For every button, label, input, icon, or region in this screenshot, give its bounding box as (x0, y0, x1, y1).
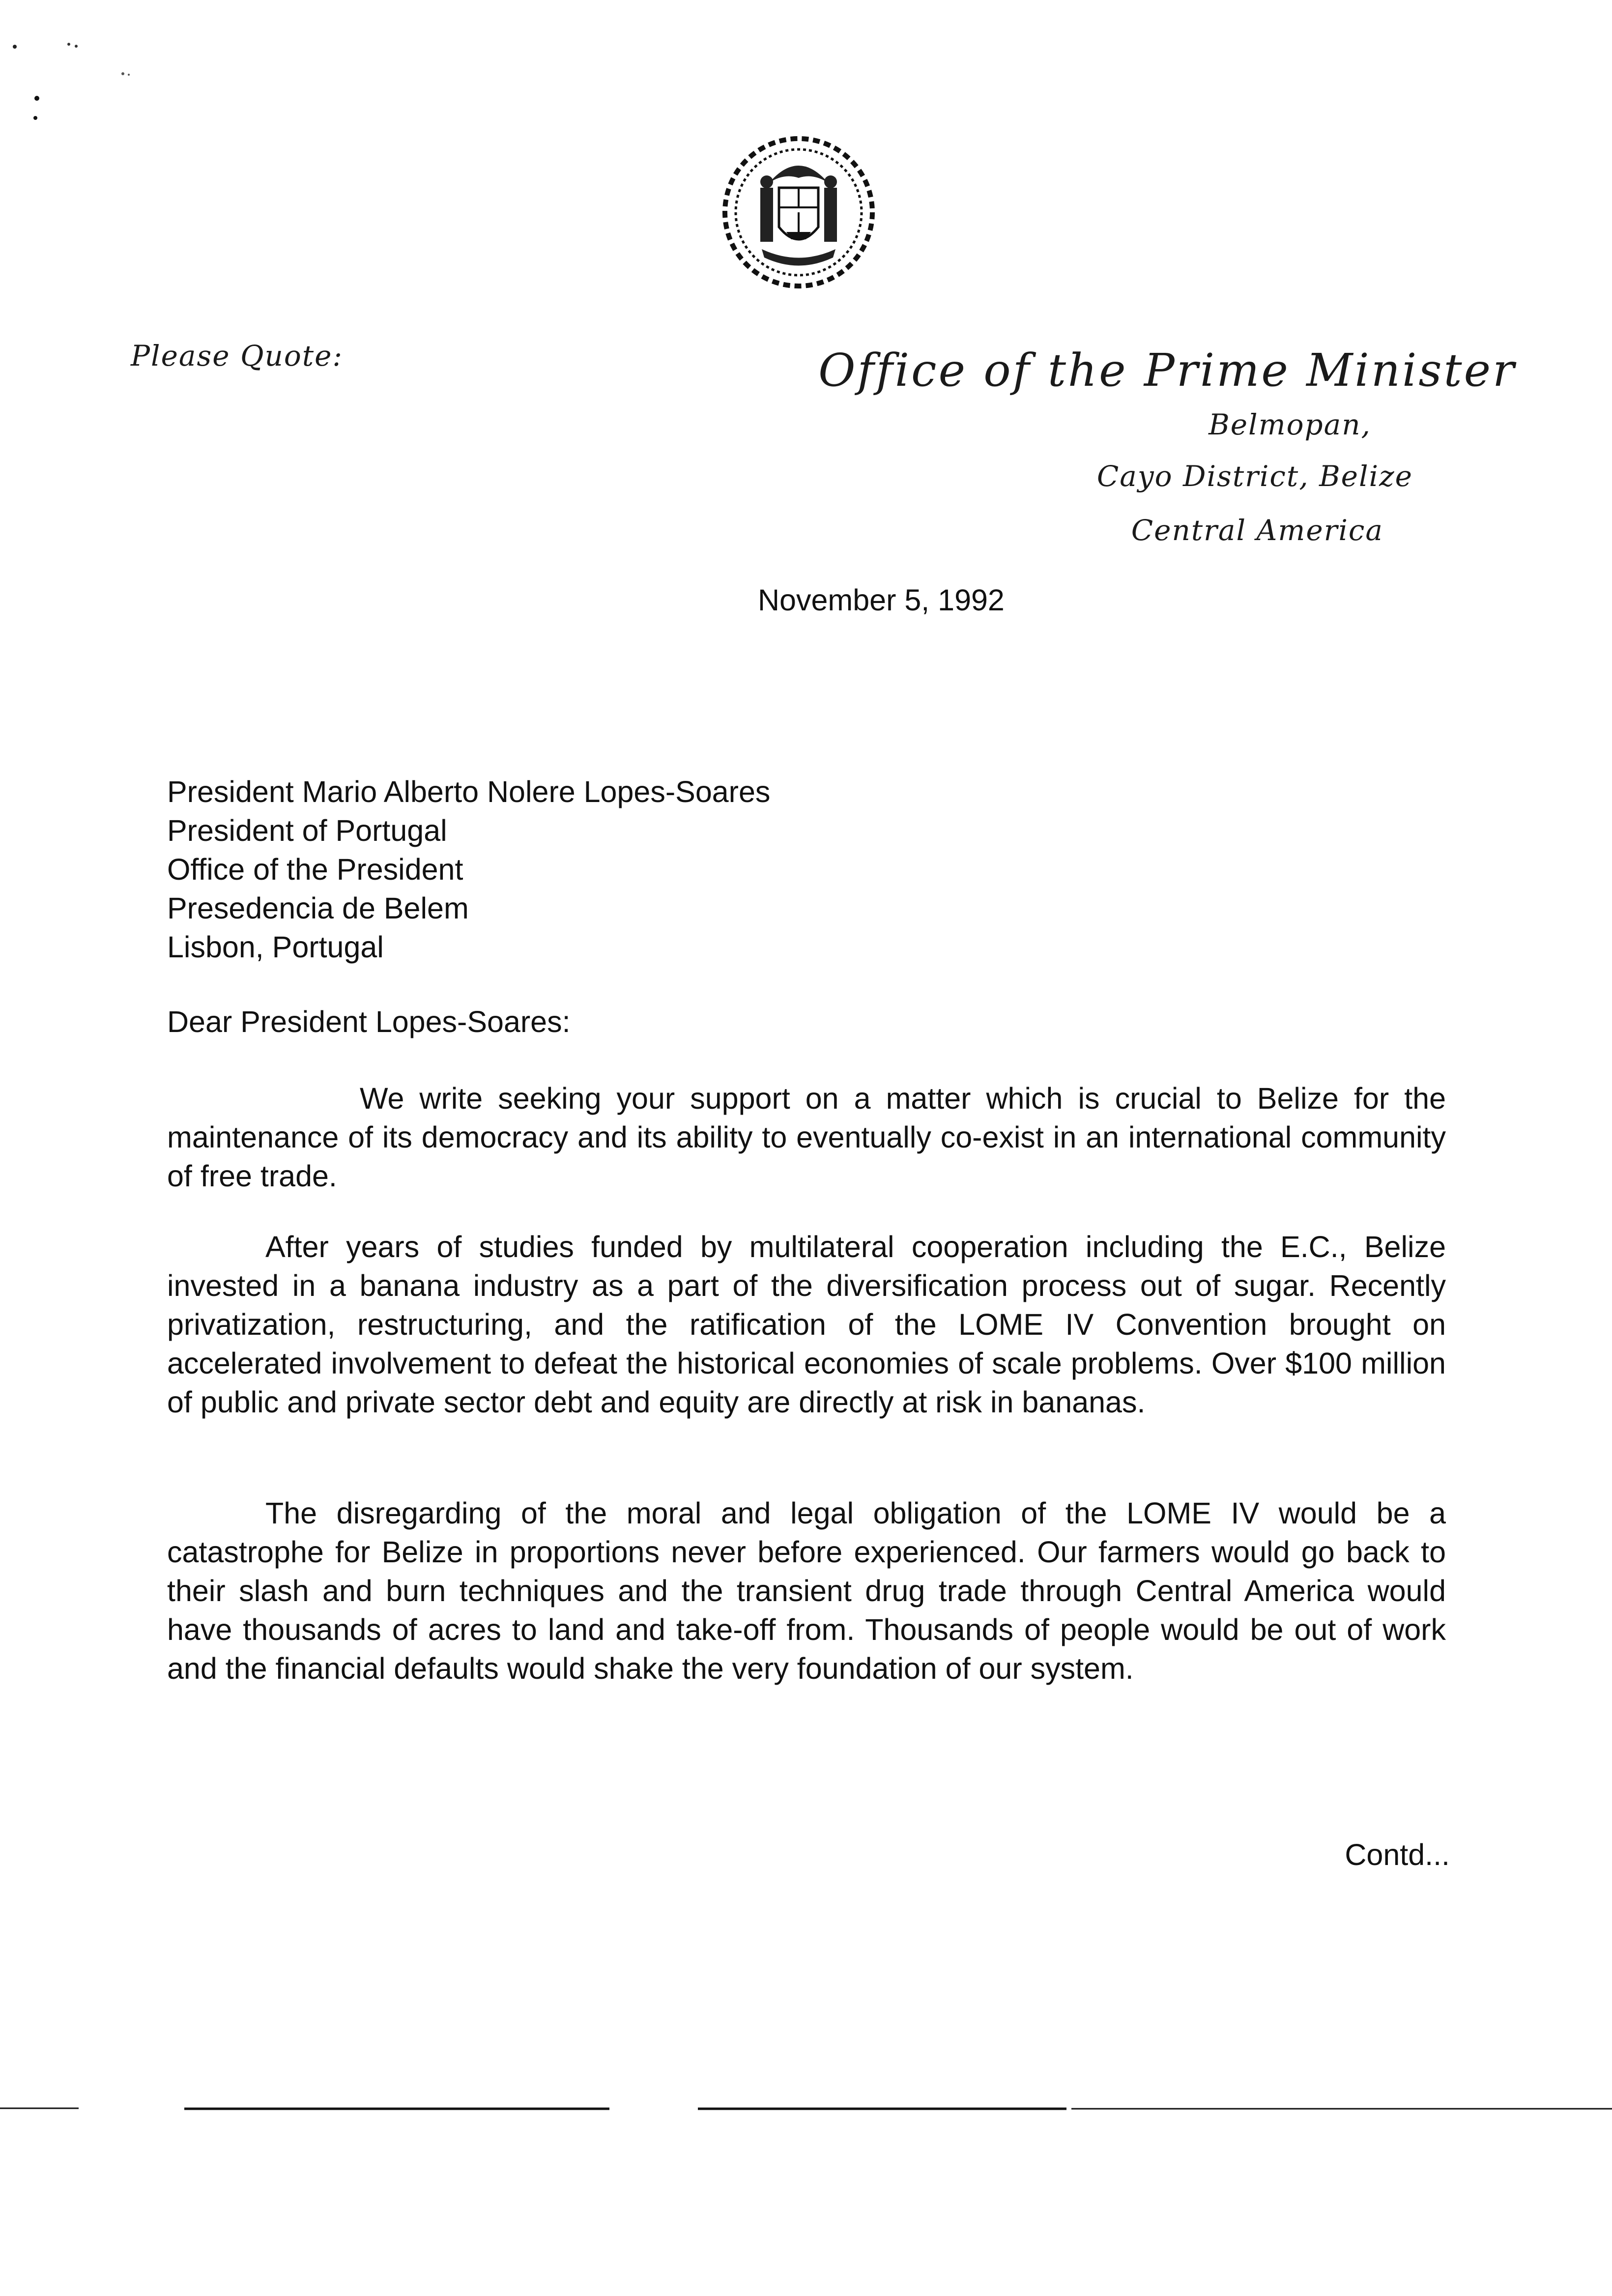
recipient-block (167, 773, 770, 967)
body-paragraph: After years of studies funded by multilateral cooperation including the E.C., Belize invested in a banana industry as a part of the diversification process out of sugar. Recently privatization, restructuring, and the ratification of the LOME IV Convention brought on accelerated involvement to defeat the historical economies of scale problems. Over $100 million of public and private sector debt and equity are directly at risk in bananas. (167, 1230, 1446, 1419)
body-paragraph: We write seeking your support on a matter which is crucial to Belize for the maintenance of its democracy and its ability to eventually co-exist in an international community of free trade. (167, 1082, 1446, 1193)
footer-rule (0, 2104, 1612, 2114)
letter-date: November 5, 1992 (758, 583, 1005, 617)
office-title: Office of the Prime Minister (818, 344, 1516, 397)
recipient-line: President Mario Alberto Nolere Lopes-Soares (167, 775, 771, 808)
address-line-city: Belmopan, (1209, 408, 1371, 441)
recipient-line: Lisbon, Portugal (167, 930, 384, 964)
salutation: Dear President Lopes-Soares: (167, 1005, 571, 1038)
recipient-line: President of Portugal (167, 814, 447, 847)
body-paragraph: The disregarding of the moral and legal obligation of the LOME IV would be a catastrophe for Belize in proportions never before experienced. Our farmers would go back to their slash and burn techniques and the transient drug trade through Central America would have thousands of acres to land and take-off from. Thousands of people would be out of work and the financial defaults would shake the very foundation of our system. (167, 1496, 1446, 1685)
recipient-line: Office of the President (167, 853, 463, 886)
scan-specks (0, 0, 147, 147)
address-line-district: Cayo District, Belize (1096, 459, 1413, 493)
address-line-region: Central America (1131, 514, 1383, 547)
coat-of-arms-seal-icon (715, 129, 882, 296)
please-quote-note: Please Quote: (131, 339, 343, 373)
recipient-line: Presedencia de Belem (167, 891, 469, 925)
continued-marker: Contd... (1345, 1838, 1450, 1871)
